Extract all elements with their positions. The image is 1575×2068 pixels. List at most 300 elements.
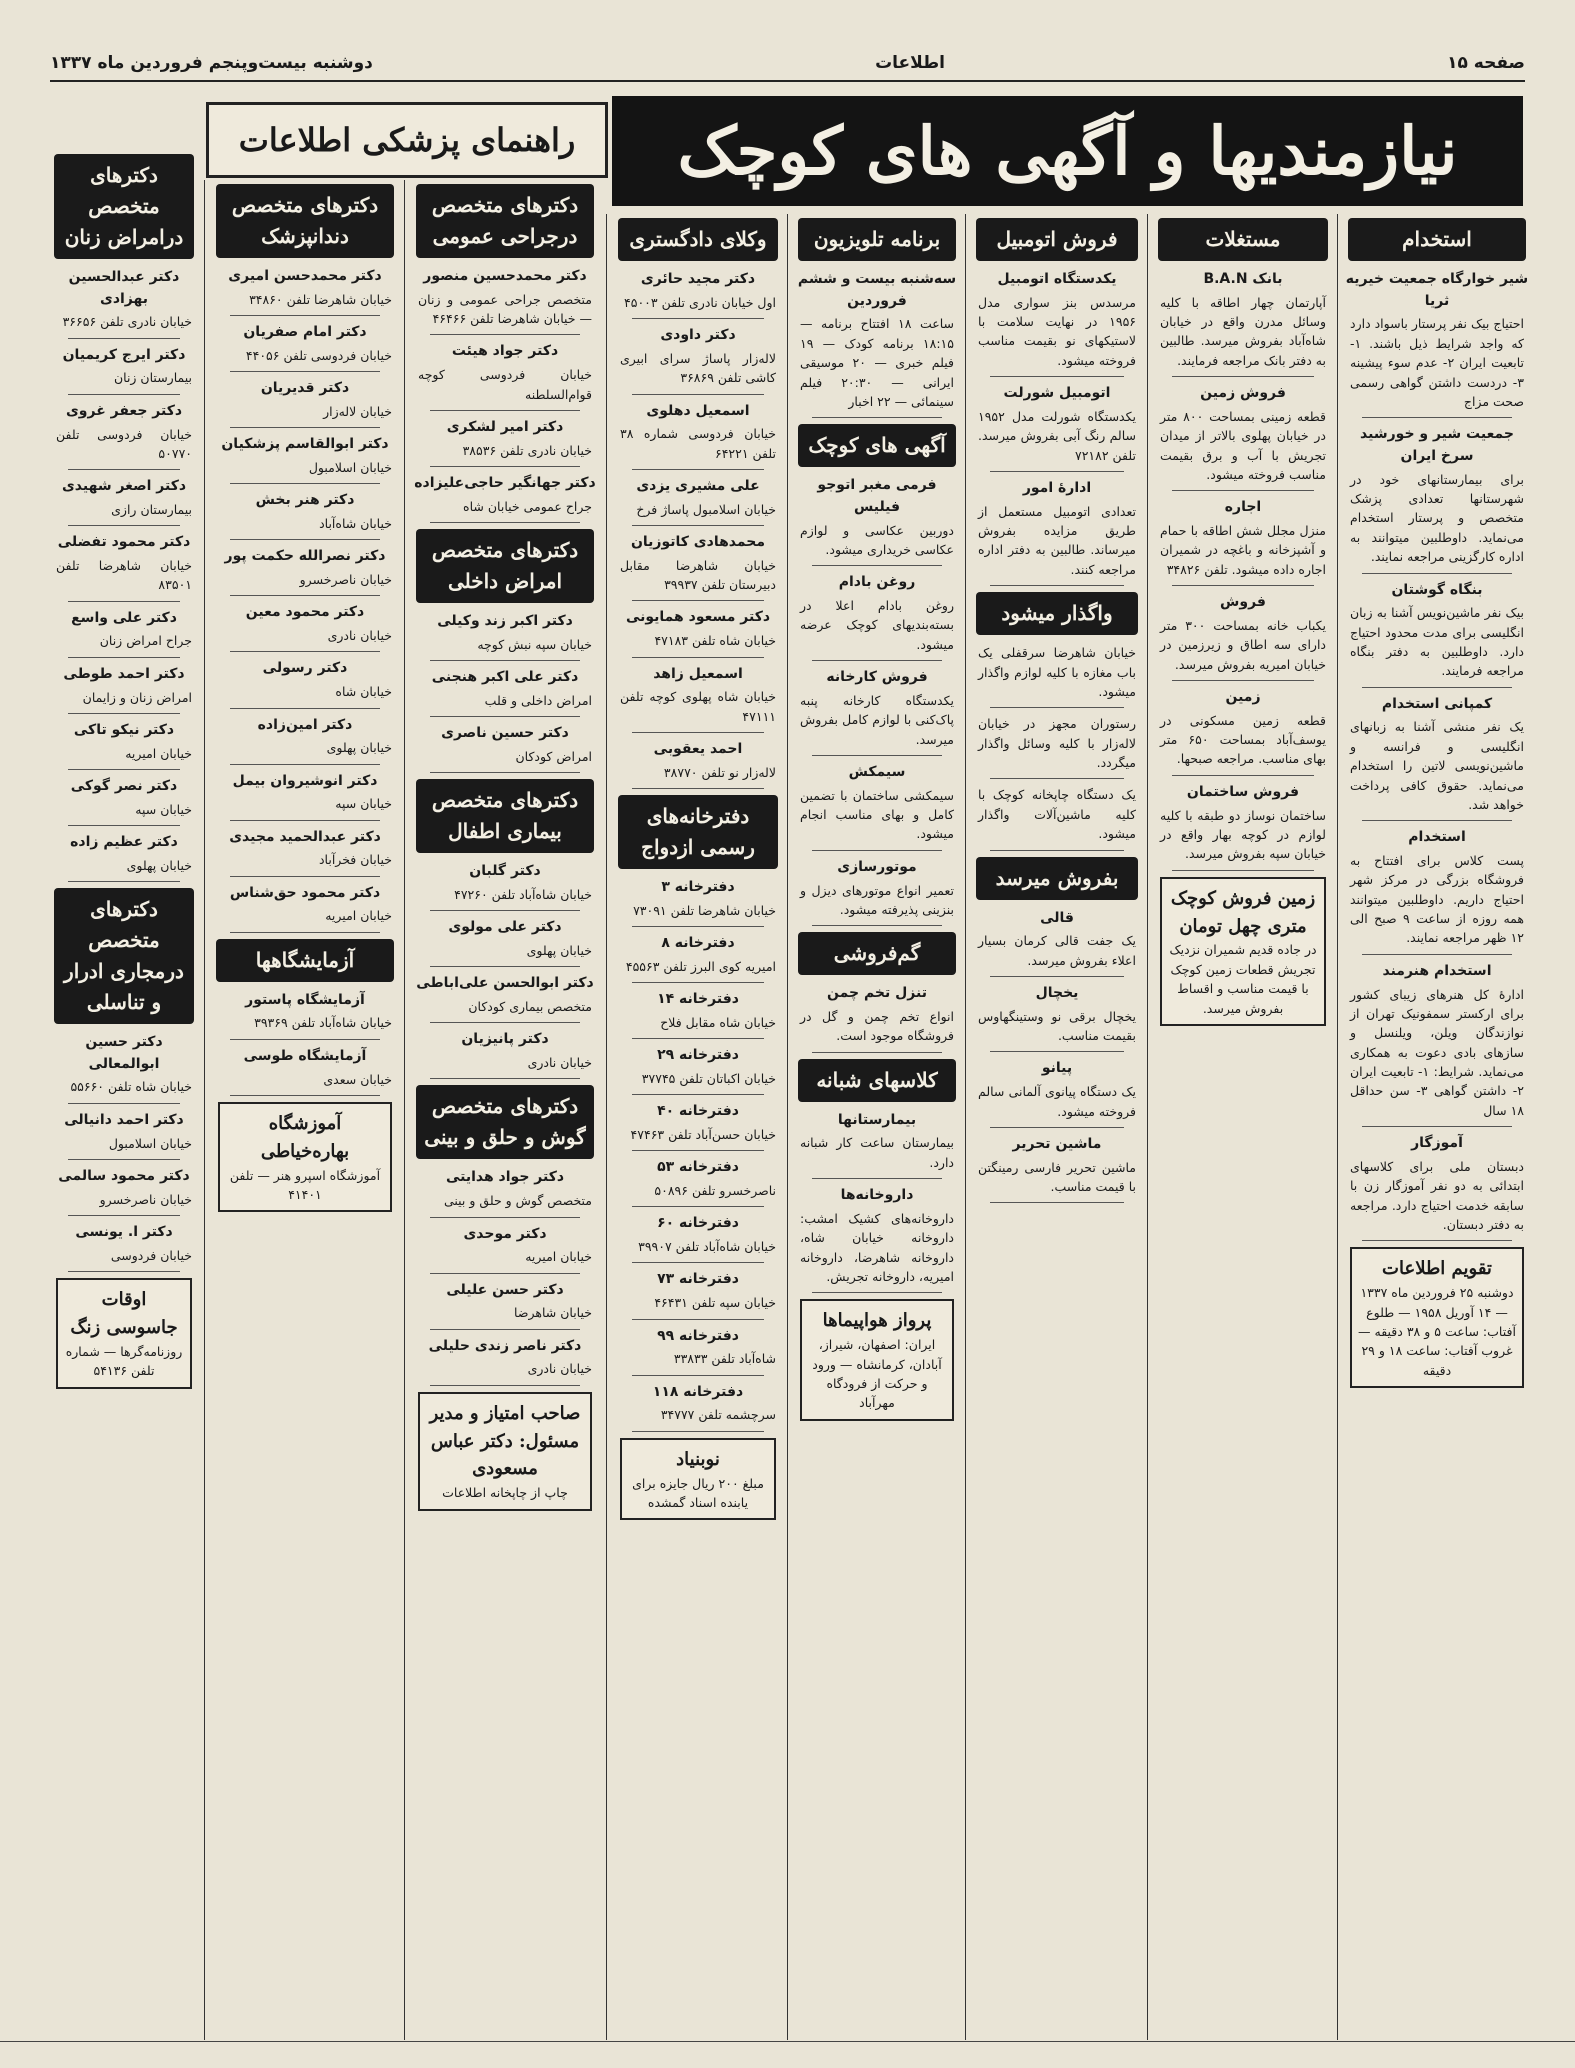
section-heading: آگهی های کوچک [798, 424, 956, 467]
ad-text: یکباب خانه بمساحت ۳۰۰ متر دارای سه اطاق و زیرزمین در خیابان امیریه بفروش میرسد. [1160, 617, 1326, 672]
section-heading: کلاسهای شبانه [798, 1059, 956, 1102]
ad-text: تعدادی اتومبیل مستعمل از طریق مزایده بفروش میرساند. طالبین به دفتر اداره مراجعه کنند. [978, 503, 1136, 577]
divider [1172, 585, 1314, 586]
notice-text: آموزشگاه اسپرو هنر — تلفن ۴۱۴۰۱ [229, 1167, 381, 1203]
ad-heading: دکتر محمدحسن امیری [228, 268, 382, 284]
bottom-strip [0, 2041, 1575, 2068]
ad-heading: دکتر مجید حائری [640, 271, 756, 287]
ad-heading: دکتر محمود معین [245, 604, 365, 621]
divider [632, 1431, 764, 1432]
ad-text: خیابان حسن‌آباد تلفن ۴۷۴۶۳ [630, 1126, 776, 1142]
ad-text: احتیاج بیک نفر پرستار باسواد دارد که واجد شرایط ذیل باشند. ۱- تابعیت ایران ۲- عدم سوء پیشینه ۳- دردست داشتن گواهی رسمی صحت مزاج [1350, 316, 1524, 409]
ad-heading: دکتر گلبان [469, 863, 541, 880]
ad-text: خیابان نادری [527, 1361, 592, 1377]
section-heading: دکترهای متخصص دندانپزشک [216, 184, 394, 258]
divider [1362, 573, 1512, 574]
ad-text: خیابان شاه [335, 684, 392, 700]
ad-text: خیابان سپه [335, 796, 392, 812]
divider [812, 660, 942, 661]
divider [230, 820, 380, 821]
notice-text: چاپ از چاپخانه اطلاعات [442, 1485, 568, 1501]
divider [990, 585, 1124, 586]
notice-text: مبلغ ۲۰۰ ریال جایزه برای یابنده اسناد گمشده [632, 1475, 764, 1510]
column-real-estate [1152, 214, 1334, 2040]
ad-heading: دکتر نصر گوکی [70, 777, 178, 794]
ad-heading: دکتر محمود حق‌شناس [229, 884, 381, 901]
ad-heading: استخدام [1408, 829, 1466, 846]
ad-text: خیابان شاه تلفن ۵۵۶۶۰ [70, 1079, 192, 1095]
divider [68, 657, 180, 658]
ad-heading: دکتر اکبر زند وکیلی [437, 613, 573, 629]
divider [1172, 376, 1314, 377]
ad-text: خیابان شاهرضا تلفن ۷۳۰۹۱ [633, 902, 776, 918]
ad-heading: دکتر ابوالحسن علی‌اباطی [416, 975, 594, 992]
ad-text: خیابان امیریه [125, 745, 192, 761]
ad-text: خیابان نادری تلفن ۳۸۵۳۶ [462, 442, 592, 458]
doctors-guide-banner: راهنمای پزشکی اطلاعات [206, 102, 608, 178]
ad-heading: جمعیت شیر و خورشید سرخ ایران [1360, 426, 1514, 464]
divider [632, 318, 764, 319]
ad-heading: دکتر امیر لشکری [446, 418, 564, 435]
ad-heading: دکتر محمود تفضلی [57, 534, 191, 551]
ad-heading: آموزگار [1411, 1135, 1463, 1152]
ad-heading: دکتر اصغر شهیدی [61, 478, 187, 495]
section-heading: استخدام [1348, 218, 1526, 261]
notice-box [1160, 877, 1326, 1026]
divider [68, 469, 180, 470]
divider [1172, 490, 1314, 491]
column-tv-ads [792, 214, 962, 2040]
ad-heading: بیمارستانها [837, 1111, 917, 1128]
divider [230, 764, 380, 765]
divider [430, 1078, 580, 1079]
ad-text: خیابان نادری [327, 628, 392, 644]
divider [430, 1217, 580, 1218]
divider [230, 371, 380, 372]
ad-heading: فرمی مغبر اتوجو فیلیس [817, 477, 937, 515]
ad-text: خیابان پهلوی [326, 740, 392, 756]
divider [1362, 820, 1512, 821]
notice-text: ایران: اصفهان، شیراز، آبادان، کرمانشاه — ورود و حرکت از فرودگاه مهرآباد [812, 1337, 942, 1411]
ad-text: جراح عمومی خیابان شاه [463, 498, 592, 514]
classifieds-banner: نیازمندیها و آگهی های کوچک [612, 96, 1523, 206]
notice-text: روزنامه‌گرها — شماره تلفن ۵۴۱۳۶ [65, 1343, 183, 1379]
ad-heading: دکتر محمدحسین منصور [423, 268, 587, 284]
divider [632, 600, 764, 601]
ad-heading: دکتر احمد طوطی [63, 665, 185, 682]
ad-heading: احمد یعقوبی [653, 740, 743, 757]
divider [68, 1103, 180, 1104]
column-surgeons [410, 180, 600, 2040]
column-autos [970, 214, 1144, 2040]
ad-heading: پیانو [1041, 1060, 1073, 1077]
ad-heading: ادارهٔ امور [1022, 480, 1092, 496]
ad-text: لاله‌زار پاساژ سرای ابیری کاشی تلفن ۳۶۸۶۹ [620, 350, 776, 386]
divider [1172, 870, 1314, 871]
ad-text: خیابان اکباتان تلفن ۳۷۷۴۵ [641, 1070, 776, 1086]
ad-text: خیابان شاهرضا تلفن ۸۳۵۰۱ [56, 558, 192, 593]
divider [632, 1150, 764, 1151]
column-employment [1342, 214, 1532, 2040]
divider [430, 410, 580, 411]
ad-text: خیابان شاهرضا مقابل دبیرستان تلفن ۳۹۹۳۷ [620, 557, 776, 593]
ad-text: اول خیابان نادری تلفن ۴۵۰۰۳ [624, 294, 776, 310]
ad-text: خیابان شاه مقابل فلاح [660, 1014, 776, 1030]
divider [230, 539, 380, 540]
ad-heading: دکتر رسولی [262, 660, 348, 677]
ad-heading: فروش زمین [1200, 385, 1286, 402]
ad-heading: سیمکش [848, 764, 906, 780]
divider [68, 601, 180, 602]
divider [632, 657, 764, 658]
ad-heading: فروش کارخانه [826, 669, 928, 686]
ad-text: داروخانه‌های کشیک امشب: داروخانه خیابان شاه، داروخانه شاهرضا، داروخانه امیریه، داروخانه تجریش. [800, 1210, 954, 1284]
ad-heading: اجاره [1224, 499, 1262, 516]
section-heading: فروش اتومبیل [976, 218, 1138, 261]
ad-text: منزل مجلل شش اطاقه با حمام و آشپزخانه و باغچه در شمیران اجاره داده میشود. تلفن ۳۴۸۲۶ [1160, 523, 1326, 577]
ad-text: خیابان نادری [527, 1055, 592, 1071]
ad-text: خیابان اسلامبول [308, 459, 392, 475]
ad-heading: دفترخانه ۲۹ [657, 1047, 739, 1064]
ad-heading: دفترخانه ۱۴ [657, 991, 739, 1008]
ad-heading: فروش ساختمان [1186, 783, 1300, 800]
ad-heading: دکتر امین‌زاده [257, 716, 353, 733]
ad-heading: دکتر انوشیروان بیمل [232, 772, 378, 789]
ad-text: مرسدس بنز سواری مدل ۱۹۵۶ در نهایت سلامت با لاستیکهای نو بقیمت مناسب فروخته میشود. [978, 294, 1136, 368]
ad-heading: ماشین تحریر [1012, 1135, 1102, 1152]
ad-heading: دفترخانه ۸ [661, 935, 735, 952]
ad-text: سرچشمه تلفن ۳۴۷۷۷ [660, 1407, 776, 1423]
divider [812, 925, 942, 926]
section-heading: دکترهای متخصص درجراحی عمومی [416, 184, 594, 258]
ad-heading: سه‌شنبه بیست و ششم فروردین [797, 271, 957, 309]
section-heading: دکترهای متخصص امراض داخلی [416, 529, 594, 603]
ad-text: یک دستگاه پیانوی آلمانی سالم فروخته میشود. [978, 1084, 1136, 1119]
divider [812, 565, 942, 566]
ad-text: انواع تخم چمن و گل در فروشگاه موجود است. [800, 1008, 954, 1044]
ad-text: بیمارستان ساعت کار شبانه دارد. [800, 1135, 954, 1170]
divider [990, 1202, 1124, 1203]
section-heading: دکترهای متخصص درامراض زنان [54, 154, 194, 259]
ad-heading: دکتر عبدالحمید مجیدی [229, 828, 381, 845]
ad-text: یکدستگاه شورلت مدل ۱۹۵۲ سالم رنگ آبی بفروش میرسد. تلفن ۷۲۱۸۲ [978, 408, 1136, 463]
ad-text: دوربین عکاسی و لوازم عکاسی خریداری میشود. [800, 522, 954, 557]
notice-title: آموزشگاه بهاره‌خیاطی [260, 1112, 350, 1162]
ad-heading: اسمعیل دهلوی [646, 402, 750, 419]
ad-heading: زمین [1225, 689, 1261, 705]
divider [430, 1329, 580, 1330]
divider [990, 850, 1124, 851]
section-heading: بفروش میرسد [976, 857, 1138, 900]
ad-text: آپارتمان چهار اطاقه با کلیه وسائل مدرن واقع در خیابان شاه‌آباد بفروش میرسد. طالبین به دفتر بانک مراجعه فرمایند. [1160, 294, 1326, 368]
divider [230, 651, 380, 652]
ad-heading: یخچال [1035, 985, 1079, 1001]
section-heading: دفترخانه‌های رسمی ازدواج [618, 795, 778, 869]
divider [632, 1262, 764, 1263]
ad-text: خیابان شاه‌آباد [319, 515, 392, 531]
divider [812, 850, 942, 851]
ad-text: خیابان اسلامبول [108, 1135, 192, 1151]
ad-heading: دکتر داودی [660, 327, 736, 344]
ad-text: خیابان سپه تلفن ۴۶۴۳۱ [654, 1295, 776, 1311]
divider [632, 525, 764, 526]
ad-heading: دکتر ابوالقاسم پزشکیان [221, 436, 389, 453]
ad-text: امراض زنان و زایمان [82, 689, 192, 705]
divider [990, 376, 1124, 377]
ad-heading: محمدهادی کاتوزیان [630, 534, 766, 550]
divider [430, 772, 580, 773]
ad-text: خیابان پهلوی [526, 942, 592, 958]
ad-heading: داروخانه‌ها [840, 1187, 914, 1204]
section-heading: دکترهای متخصص درمجاری ادرار و تناسلی [54, 888, 194, 1024]
ad-heading: دفترخانه ۶۰ [657, 1215, 739, 1232]
divider [68, 1215, 180, 1216]
notice-title: اوقات جاسوسی زنگ [70, 1289, 178, 1338]
divider [1172, 680, 1314, 681]
ad-heading: روغن بادام [838, 574, 916, 591]
ad-text: خیابان نادری تلفن ۳۶۶۵۶ [62, 314, 192, 330]
paper-name: اطلاعات [875, 53, 945, 73]
ad-text: خیابان ناصرخسرو [299, 572, 392, 587]
ad-heading: دکتر جهانگیر حاجی‌علیزاده [414, 474, 596, 491]
ad-heading: دکتر حسین ابوالمعالی [85, 1034, 163, 1072]
ad-text: یکدستگاه کارخانه پنبه پاک‌کنی با لوازم کامل بفروش میرسد. [800, 692, 954, 747]
divider [990, 778, 1124, 779]
ad-heading: بنگاه گوشتان [1391, 581, 1483, 598]
divider [990, 707, 1124, 708]
ad-heading: شیر خوارگاه جمعیت خیریه ثریا [1345, 271, 1529, 309]
divider [812, 1292, 942, 1293]
section-heading: واگذار میشود [976, 592, 1138, 635]
ad-text: امراض کودکان [515, 748, 592, 764]
ad-text: خیابان شاه‌آباد تلفن ۴۷۲۶۰ [454, 886, 592, 902]
divider [68, 825, 180, 826]
section-heading: گم‌فروشی [798, 932, 956, 975]
ad-text: بیمارستان رازی [111, 501, 192, 517]
ad-text: بیک نفر ماشین‌نویس آشنا به زبان انگلیسی برای مدت محدود احتیاج دارد. داوطلبین به دفتر بنگاه مراجعه فرمایند. [1350, 605, 1524, 679]
ad-heading: دکتر عظیم زاده [70, 834, 178, 850]
divider [430, 334, 580, 335]
ad-heading: دکتر حسین ناصری [441, 725, 569, 742]
divider [632, 788, 764, 789]
divider [632, 926, 764, 927]
ad-text: یک جفت قالی کرمان بسیار اعلاء بفروش میرسد. [978, 933, 1136, 968]
ad-text: یک دستگاه چاپخانه کوچک با کلیه ماشین‌آلات واگذار میشود. [978, 787, 1136, 842]
divider [632, 982, 764, 983]
divider [632, 1375, 764, 1376]
ad-heading: دکتر محمود سالمی [58, 1167, 190, 1184]
ad-heading: قالی [1040, 909, 1074, 926]
divider [1362, 1126, 1512, 1127]
notice-title: نوبنیاد [676, 1448, 720, 1470]
ad-text: سیمکشی ساختمان با تضمین کامل و بهای مناسب انجام میشود. [800, 787, 954, 842]
divider [430, 1273, 580, 1274]
divider [230, 427, 380, 428]
section-heading: وکلای دادگستری [618, 218, 778, 261]
ad-heading: دکتر علی واسع [71, 609, 177, 626]
ad-heading: دکتر مسعود همایونی [625, 609, 771, 626]
ad-heading: دکتر نیکو تاکی [73, 721, 175, 738]
section-heading: دکترهای متخصص بیماری اطفال [416, 779, 594, 853]
divider [230, 1039, 380, 1040]
divider [68, 338, 180, 339]
ad-heading: فروش [1220, 594, 1266, 611]
column-gynecology [48, 150, 200, 2040]
ad-text: خیابان فردوسی شماره ۳۸ تلفن ۶۴۲۲۱ [620, 426, 776, 461]
ad-text: پست کلاس برای افتتاح به فروشگاه بزرگی در مرکز شهر احتیاج داریم. داوطلبین میتوانند همه روزه از ساعت ۹ صبح الی ۱۲ ظهر مراجعه نمایند. [1350, 852, 1524, 946]
divider [230, 483, 380, 484]
ad-heading: تنزل تخم چمن [827, 985, 927, 1002]
notice-box [620, 1438, 776, 1521]
divider [632, 394, 764, 395]
ad-text: امراض داخلی و قلب [484, 692, 592, 708]
ad-text: خیابان سپه [135, 801, 192, 817]
ad-text: خیابان اسلامبول پاساژ فرخ [636, 501, 776, 517]
ad-text: دبستان ملی برای کلاسهای ابتدائی به دو نفر آموزگار زن با سابقه خدمت احتیاج دارد. مراجعه به دفتر دبستان. [1350, 1158, 1524, 1232]
ad-heading: دکتر جواد هیئت [451, 343, 559, 360]
divider [430, 716, 580, 717]
divider [430, 966, 580, 967]
notice-title: پرواز هواپیماها [822, 1310, 932, 1332]
ad-text: متخصص بیماری کودکان [468, 999, 592, 1014]
ad-heading: استخدام هنرمند [1382, 962, 1492, 979]
ad-heading: دکتر عبدالحسین بهزادی [68, 269, 180, 307]
divider [430, 1385, 580, 1386]
divider [632, 1206, 764, 1207]
ad-text: متخصص گوش و حلق و بینی [443, 1193, 592, 1209]
divider [230, 1095, 380, 1096]
ad-heading: دکتر حسن علیلی [446, 1281, 564, 1298]
divider [230, 876, 380, 877]
notice-title: صاحب امتیاز و مدیر مسئول: دکتر عباس مسعودی [429, 1402, 581, 1480]
ad-text: بیمارستان زنان [113, 370, 192, 386]
ad-text: ساعت ۱۸ افتتاح برنامه — ۱۸:۱۵ برنامه کودک — ۱۹ فیلم خبری — ۲۰ موسیقی ایرانی — ۲۰:۳۰ فیلم سینمائی — ۲۲ اخبار [800, 316, 954, 409]
divider [430, 522, 580, 523]
ad-heading: دکتر پانیزیان [461, 1031, 549, 1048]
notice-box [56, 1278, 192, 1389]
page-header [50, 48, 1525, 78]
notice-box [218, 1102, 392, 1213]
divider [68, 881, 180, 882]
ad-heading: دکتر جواد هدایتی [445, 1169, 565, 1186]
divider [230, 315, 380, 316]
ad-text: خیابان فخرآباد [318, 852, 392, 868]
notice-title: تقویم اطلاعات [1382, 1258, 1492, 1280]
column-dentists [210, 180, 400, 2040]
ad-text: متخصص جراحی عمومی و زنان — خیابان شاهرضا تلفن ۴۶۴۶۶ [418, 291, 592, 327]
ad-heading: دفترخانه ۹۹ [657, 1327, 739, 1344]
ad-heading: اسمعیل زاهد [653, 665, 743, 682]
divider [230, 708, 380, 709]
divider [68, 1271, 180, 1272]
ad-text: خیابان شاه‌آباد تلفن ۳۹۹۰۷ [638, 1239, 776, 1255]
ad-text: خیابان سپه نبش کوچه [477, 636, 592, 652]
ad-text: امیریه کوی البرز تلفن ۴۵۵۶۳ [625, 958, 776, 974]
ad-heading: دکتر امام صفریان [243, 324, 367, 341]
ad-heading: دکتر ا. یونسی [75, 1223, 173, 1240]
divider [632, 1319, 764, 1320]
ad-text: خیابان سعدی [323, 1071, 392, 1087]
divider [990, 976, 1124, 977]
divider [230, 595, 380, 596]
divider [230, 932, 380, 933]
ad-heading: دکتر نصرالله حکمت پور [224, 548, 386, 565]
ad-text: لاله‌زار نو تلفن ۳۸۷۷۰ [663, 764, 776, 780]
ad-text: روغن بادام اعلا در بسته‌بندیهای کوچک عرضه میشود. [800, 598, 954, 652]
divider [990, 471, 1124, 472]
ad-heading: دکتر قدیریان [260, 380, 350, 397]
ad-text: خیابان امیریه [325, 908, 392, 924]
ad-text: یخچال برقی نو وستینگهاوس بقیمت مناسب. [978, 1008, 1136, 1044]
ad-heading: دکتر احمد دانیالی [64, 1111, 184, 1128]
ad-text: خیابان شاه تلفن ۴۷۱۸۳ [654, 633, 776, 649]
ad-text: خیابان فردوسی [110, 1247, 192, 1263]
column-lawyers [612, 214, 784, 2040]
divider [632, 1038, 764, 1039]
ad-text: قطعه زمینی بمساحت ۸۰۰ متر در خیابان پهلوی بالاتر از میدان تجریش با آب و برق بقیمت مناسب فروخته میشود. [1160, 408, 1326, 482]
ad-heading: آزمایشگاه پاستور [245, 991, 365, 1008]
ad-heading: دفترخانه ۵۳ [657, 1159, 739, 1176]
divider [1362, 687, 1512, 688]
ad-heading: دکتر علی اکبر هنجنی [431, 669, 579, 686]
ad-text: خیابان امیریه [525, 1249, 592, 1265]
issue-date: دوشنبه بیست‌وپنجم فروردین ماه ۱۳۳۷ [50, 53, 373, 73]
notice-text: دوشنبه ۲۵ فروردین ماه ۱۳۳۷ — ۱۴ آوریل ۱۹۵۸ — طلوع آفتاب: ساعت ۵ و ۳۸ دقیقه — غروب آفتاب: ساعت ۱۸ و ۲۹ دقیقه [1358, 1285, 1516, 1378]
ad-heading: بانک B.A.N [1203, 271, 1283, 287]
notice-box [1350, 1247, 1524, 1388]
divider [812, 755, 942, 756]
divider [430, 660, 580, 661]
section-heading: دکترهای متخصص گوش و حلق و بینی [416, 1085, 594, 1159]
ad-text: خیابان شاهرضا [514, 1305, 592, 1321]
page-number: صفحه ۱۵ [1447, 53, 1525, 73]
ad-text: خیابان پهلوی [126, 857, 192, 873]
ad-text: برای بیمارستانهای خود در شهرستانها تعدادی پزشک متخصص و پرستار استخدام می‌نماید. داوطلبین میتوانند به اداره کارگزینی مراجعه نمایند. [1350, 471, 1524, 565]
ad-heading: دکتر هنر بخش [255, 492, 355, 509]
ad-heading: دفترخانه ۳ [661, 879, 735, 895]
ad-text: خیابان لاله‌زار [323, 403, 392, 419]
divider [990, 1127, 1124, 1128]
ad-text: خیابان شاه‌آباد تلفن ۳۹۳۶۹ [254, 1015, 392, 1031]
ad-text: خیابان فردوسی تلفن ۵۰۷۷۰ [56, 426, 192, 461]
ad-heading: اتومبیل شورلت [1003, 385, 1111, 402]
ad-heading: دکتر جعفر غروی [65, 402, 183, 419]
ad-text: تعمیر انواع موتورهای دیزل و بنزینی پذیرفته میشود. [800, 882, 954, 917]
ad-text: قطعه زمین مسکونی در یوسف‌آباد بمساحت ۶۵۰ متر بهای مناسب. مراجعه صبحها. [1160, 712, 1326, 767]
ad-heading: کمپانی استخدام [1381, 695, 1493, 712]
ad-heading: دکتر ایرج کریمیان [62, 346, 186, 363]
divider [1362, 1240, 1512, 1241]
divider [990, 1051, 1124, 1052]
section-heading: مستغلات [1158, 218, 1328, 261]
ad-text: یک نفر منشی آشنا به زبانهای انگلیسی و فرانسه و ماشین‌نویسی لاتین را استخدام می‌نماید. حقوق کافی پرداخت خواهد شد. [1350, 719, 1524, 812]
divider [812, 1178, 942, 1179]
section-heading: برنامه تلویزیون [798, 218, 956, 261]
divider [430, 466, 580, 467]
ad-text: ساختمان نوساز دو طبقه با کلیه لوازم در کوچه بهار واقع در خیابان سپه بفروش میرسد. [1160, 807, 1326, 862]
divider [430, 910, 580, 911]
divider [812, 1052, 942, 1053]
divider [632, 1094, 764, 1095]
ad-text: جراح امراض زنان [99, 633, 192, 649]
divider [632, 469, 764, 470]
ad-text: ناصرخسرو تلفن ۵۰۸۹۶ [654, 1183, 776, 1198]
divider [1362, 954, 1512, 955]
ad-heading: دفترخانه ۷۳ [657, 1271, 739, 1288]
ad-heading: دکتر موحدی [463, 1225, 547, 1242]
ad-text: ادارهٔ کل هنرهای زیبای کشور برای ارکستر سمفونیک تهران از نوازندگان ویلن، ویلنسل و سازهای بادی دعوت به همکاری می‌نماید. شرایط: ۱- تابعیت ایران ۲- داشتن گواهی ۳- سن حداقل ۱۸ سال [1350, 986, 1524, 1118]
ad-heading: علی مشیری یزدی [636, 477, 760, 494]
